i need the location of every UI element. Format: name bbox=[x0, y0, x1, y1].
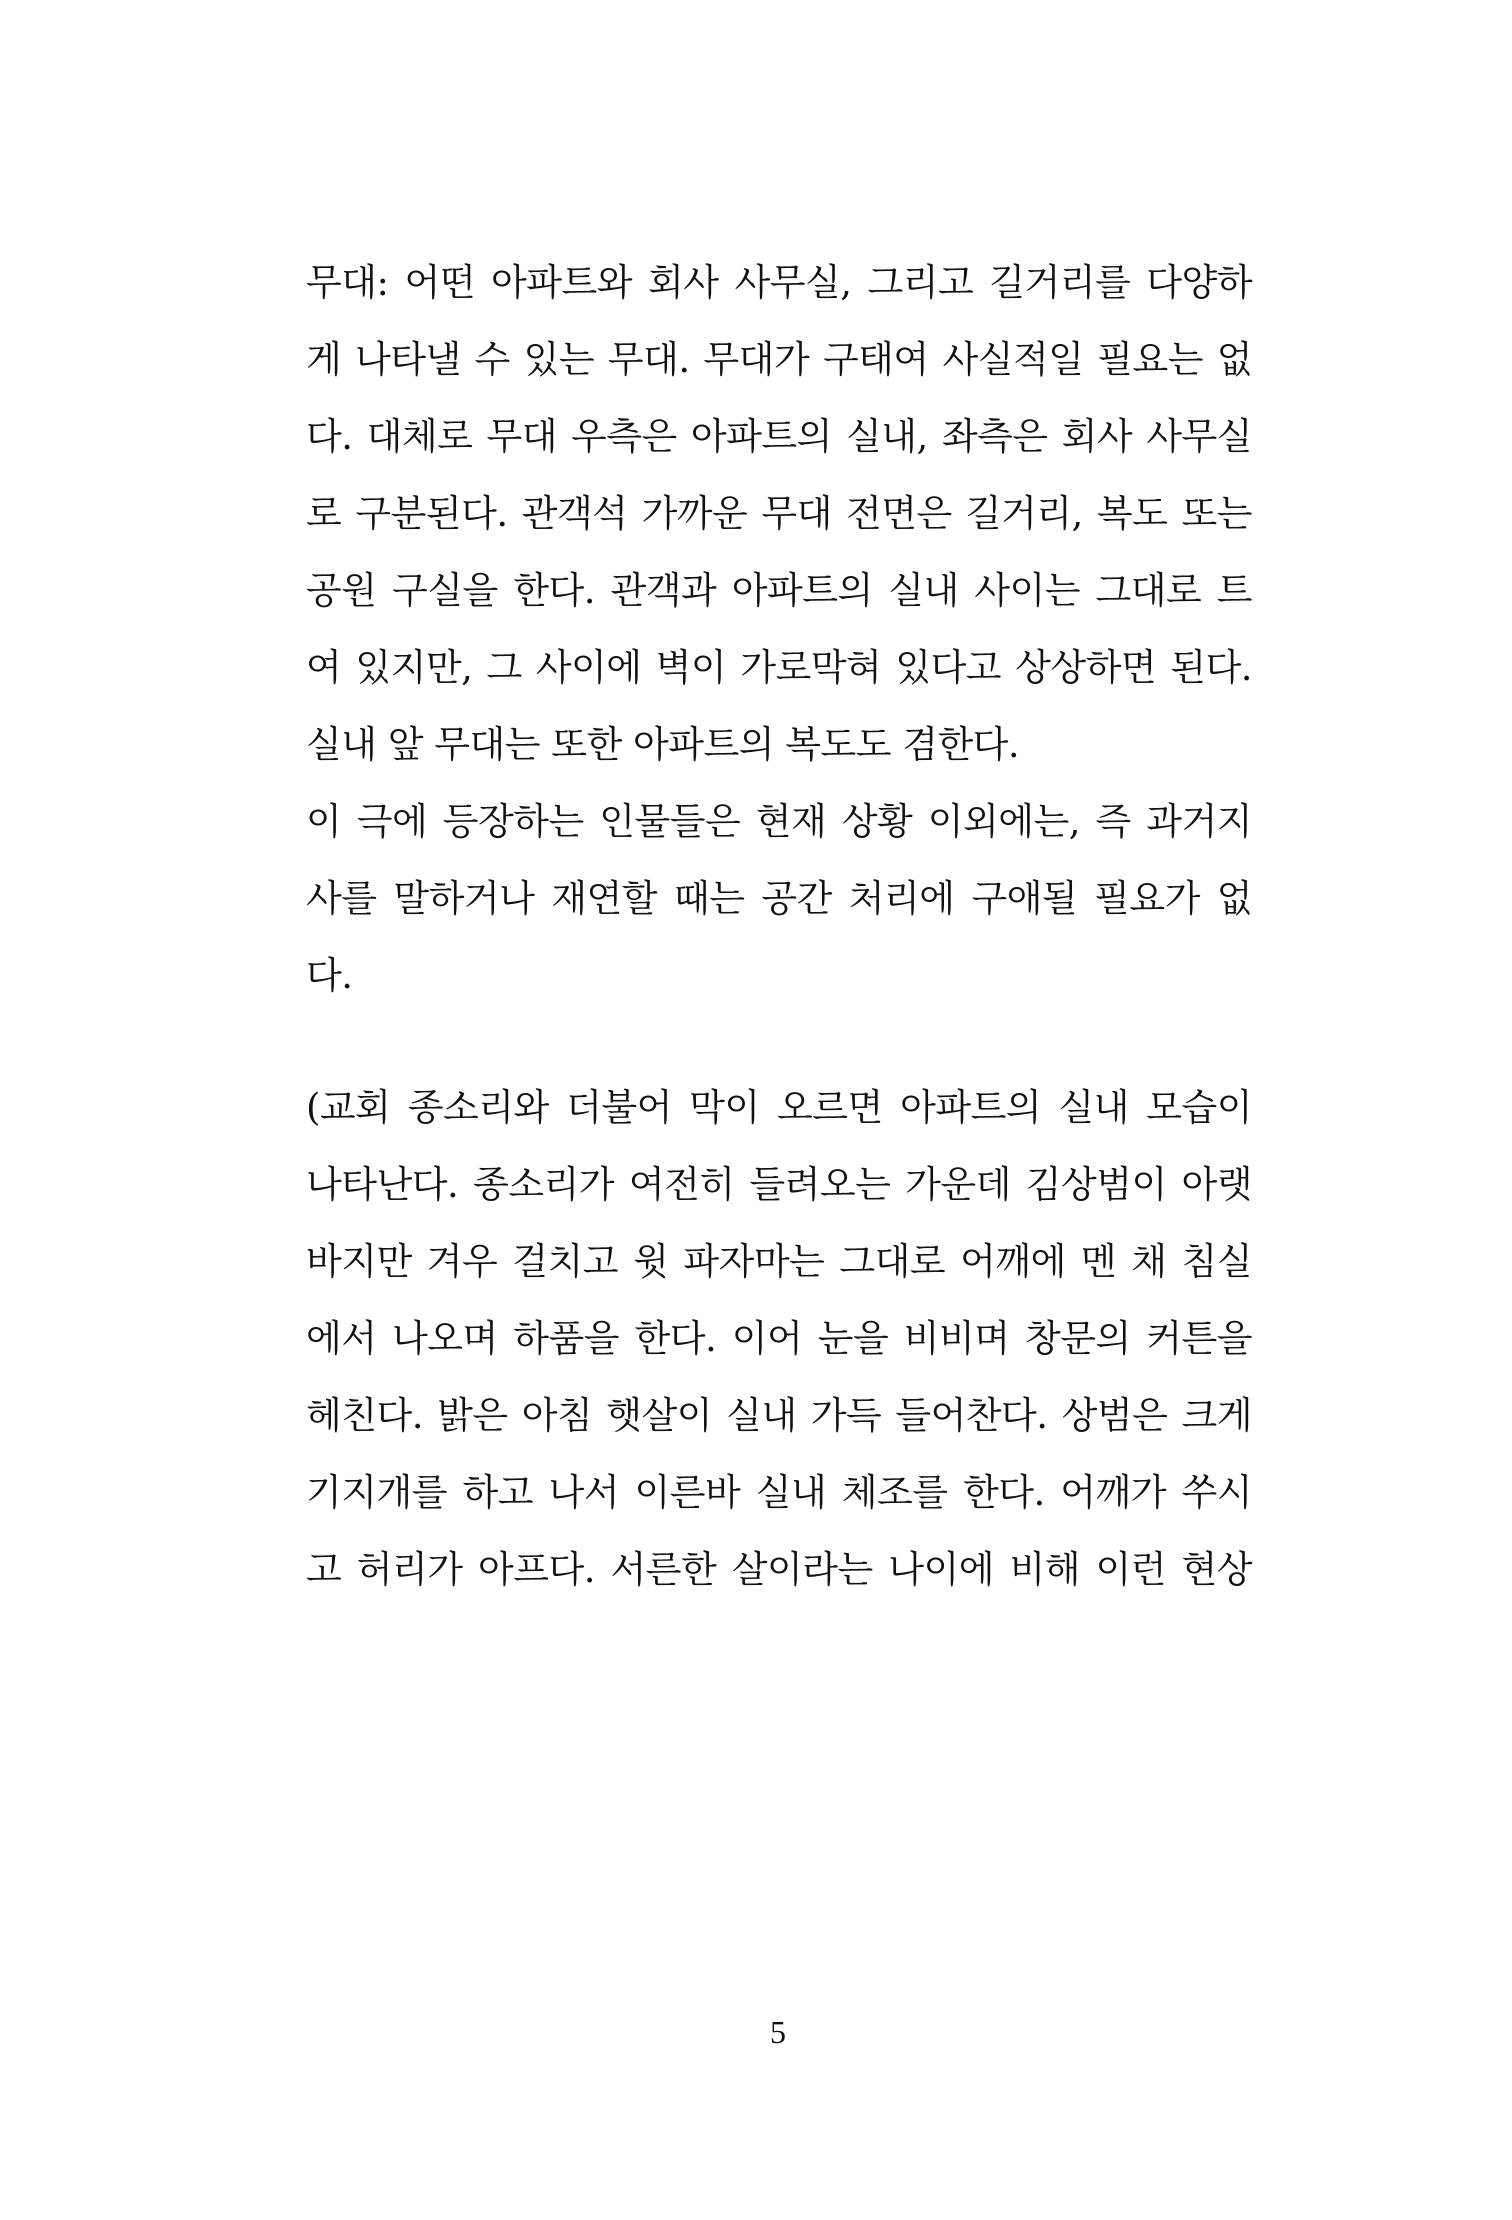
text-line: 기지개를 하고 나서 이른바 실내 체조를 한다. 어깨가 쑤시 bbox=[306, 1471, 1252, 1514]
text-line: 공원 구실을 한다. 관객과 아파트의 실내 사이는 그대로 트 bbox=[306, 569, 1252, 612]
text-line: 이 극에 등장하는 인물들은 현재 상황 이외에는, 즉 과거지 bbox=[306, 800, 1252, 843]
text-line: 다. 대체로 무대 우측은 아파트의 실내, 좌측은 회사 사무실 bbox=[306, 415, 1252, 458]
stage-direction-paragraph bbox=[306, 1075, 1252, 1614]
text-line: 사를 말하거나 재연할 때는 공간 처리에 구애될 필요가 없 bbox=[306, 877, 1252, 920]
text-line: (교회 종소리와 더불어 막이 오르면 아파트의 실내 모습이 bbox=[306, 1086, 1252, 1129]
page-number: 5 bbox=[770, 2014, 786, 2050]
text-line: 여 있지만, 그 사이에 벽이 가로막혀 있다고 상상하면 된다. bbox=[306, 646, 1252, 689]
text-line: 헤친다. 밝은 아침 햇살이 실내 가득 들어찬다. 상범은 크게 bbox=[306, 1394, 1252, 1437]
text-line: 나타난다. 종소리가 여전히 들려오는 가운데 김상범이 아랫 bbox=[306, 1163, 1252, 1206]
text-line: 게 나타낼 수 있는 무대. 무대가 구태여 사실적일 필요는 없 bbox=[306, 338, 1252, 381]
text-line: 로 구분된다. 관객석 가까운 무대 전면은 길거리, 복도 또는 bbox=[306, 492, 1252, 535]
text-line: 실내 앞 무대는 또한 아파트의 복도도 겸한다. bbox=[306, 723, 1020, 766]
text-line: 에서 나오며 하품을 한다. 이어 눈을 비비며 창문의 커튼을 bbox=[306, 1317, 1252, 1360]
stage-description-paragraph bbox=[306, 250, 1252, 1020]
text-line: 무대: 어떤 아파트와 회사 사무실, 그리고 길거리를 다양하 bbox=[306, 261, 1252, 304]
text-line: 고 허리가 아프다. 서른한 살이라는 나이에 비해 이런 현상 bbox=[306, 1548, 1252, 1591]
text-line: 바지만 겨우 걸치고 윗 파자마는 그대로 어깨에 멘 채 침실 bbox=[306, 1240, 1252, 1283]
text-line: 다. bbox=[306, 954, 353, 997]
